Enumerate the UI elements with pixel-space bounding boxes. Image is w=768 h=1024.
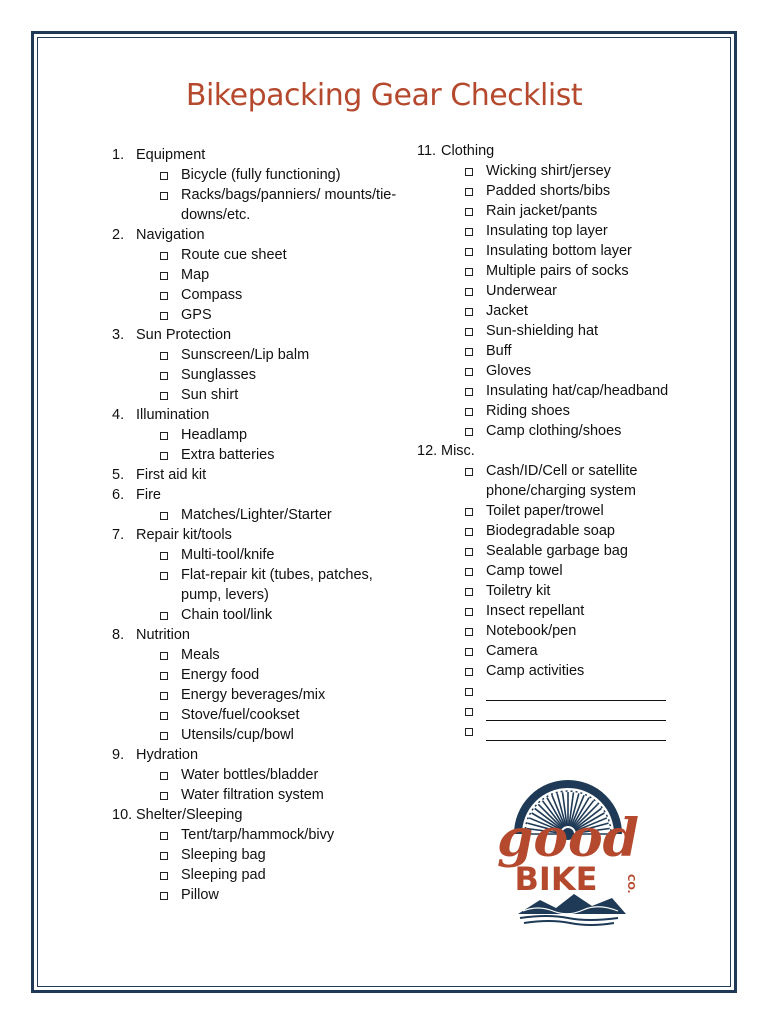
checklist-item-label: Bicycle (fully functioning) [181,167,341,183]
checklist-item[interactable] [136,765,402,785]
checklist-category [112,805,402,905]
checkbox-icon[interactable] [160,832,168,840]
checklist-item-label: Utensils/cup/bowl [181,727,294,743]
category-label: Sun Protection [136,327,232,343]
checklist-item[interactable] [441,541,697,561]
checklist-item-label: Compass [181,287,243,303]
checklist-items [136,825,402,905]
checkbox-icon[interactable] [465,428,473,436]
checklist-item[interactable] [441,381,697,401]
page-title: Bikepacking Gear Checklist [185,78,583,113]
checklist-items [136,345,402,405]
checkbox-icon[interactable] [160,672,168,680]
checklist-items [136,165,402,225]
checkbox-icon[interactable] [465,288,473,296]
checklist-item[interactable] [441,521,697,541]
checkbox-icon[interactable] [465,588,473,596]
checkbox-icon[interactable] [160,172,168,180]
checklist-item-label: Tent/tarp/hammock/bivy [181,827,335,843]
checkbox-icon[interactable] [160,652,168,660]
checklist-category [112,525,402,625]
checkbox-icon[interactable] [465,348,473,356]
category-label: Illumination [136,407,210,423]
category-label: Equipment [136,147,206,163]
checkbox-icon[interactable] [465,528,473,536]
checklist-item[interactable] [136,845,402,865]
checklist-item[interactable] [441,661,697,681]
category-number: 1. [112,147,125,163]
checklist-item-label: Headlamp [181,427,248,443]
checkbox-icon[interactable] [160,552,168,560]
checklist-item-label: Wicking shirt/jersey [486,163,611,179]
checklist-item[interactable] [136,385,402,405]
checkbox-icon[interactable] [465,208,473,216]
checklist-item[interactable] [136,545,402,565]
checklist-items [136,545,402,625]
category-label: Fire [136,487,161,503]
checklist-item-label: Map [181,267,210,283]
checklist-item-label: Extra batteries [181,447,275,463]
checklist-item[interactable] [441,301,697,321]
checklist-item[interactable] [136,245,402,265]
category-label: Shelter/Sleeping [136,807,243,823]
checklist-item-label: Energy beverages/mix [181,687,326,703]
checklist-category [112,225,402,325]
checkbox-icon[interactable] [160,292,168,300]
checklist-item-label: Camera [486,643,538,659]
checklist-item[interactable] [136,425,402,445]
checklist-category [417,441,697,741]
checklist-item-label: Meals [181,647,220,663]
checklist-item-label: Water bottles/bladder [181,767,319,783]
checklist-item[interactable] [441,581,697,601]
checklist-left-column [112,145,402,905]
checklist-item-blank[interactable] [441,681,697,701]
checklist-items [136,245,402,325]
checkbox-icon[interactable] [160,352,168,360]
checklist-item-blank[interactable] [441,701,697,721]
checkbox-icon[interactable] [465,628,473,636]
checklist-item-label: Sunglasses [181,367,256,383]
category-label: Clothing [441,143,495,159]
checklist-item-label: GPS [181,307,212,323]
checklist-item[interactable] [441,461,697,501]
checklist-item[interactable] [441,421,697,441]
checklist-item[interactable] [136,705,402,725]
checklist-item[interactable] [441,281,697,301]
checklist-item-label: Sleeping pad [181,867,266,883]
checklist-item[interactable] [136,505,402,525]
checklist-item[interactable] [136,825,402,845]
checklist-item-label: Gloves [486,363,532,379]
checklist-item[interactable] [136,865,402,885]
checklist-category [112,625,402,745]
checkbox-icon[interactable] [160,772,168,780]
checkbox-icon[interactable] [160,512,168,520]
checklist-item[interactable] [441,221,697,241]
checklist-item-label: Notebook/pen [486,623,577,639]
checkbox-icon[interactable] [160,572,168,580]
checklist-item[interactable] [136,185,402,225]
category-number: 9. [112,747,125,763]
checklist-item-label: Toiletry kit [486,583,551,599]
checklist-item[interactable] [441,401,697,421]
checkbox-icon[interactable] [465,268,473,276]
checklist-item[interactable] [136,785,402,805]
checkbox-icon[interactable] [465,548,473,556]
checkbox-icon[interactable] [465,368,473,376]
logo-word-bike: BIKE [514,860,598,898]
checklist-item-label: Insulating top layer [486,223,608,239]
category-label: Navigation [136,227,205,243]
checklist-item-label: Racks/bags/panniers/ mounts/tie-downs/etc. [181,187,397,223]
checklist-item[interactable] [136,645,402,665]
checklist-item-label: Sleeping bag [181,847,266,863]
checklist-item[interactable] [136,365,402,385]
checklist-item-label: Padded shorts/bibs [486,183,611,199]
checklist-item-label: Insect repellant [486,603,585,619]
write-in-line[interactable] [486,726,666,741]
checklist-item[interactable] [441,181,697,201]
checklist-item[interactable] [136,665,402,685]
category-label: Nutrition [136,627,190,643]
category-number: 3. [112,327,125,343]
checklist-right-column [417,141,697,741]
checkbox-icon[interactable] [160,192,168,200]
checklist-item[interactable] [441,501,697,521]
checklist-item[interactable] [136,685,402,705]
write-in-line[interactable] [486,686,666,701]
checklist-item[interactable] [441,641,697,661]
checkbox-icon[interactable] [465,408,473,416]
category-label: First aid kit [136,467,207,483]
category-number: 7. [112,527,125,543]
checkbox-icon[interactable] [465,688,473,696]
checklist-item[interactable] [441,161,697,181]
checklist-item-label: Pillow [181,887,219,903]
mountains-icon [518,894,626,925]
checkbox-icon[interactable] [160,432,168,440]
checkbox-icon[interactable] [160,452,168,460]
checklist-items [136,645,402,745]
category-list [112,145,402,905]
checklist-item-label: Sunscreen/Lip balm [181,347,310,363]
checkbox-icon[interactable] [160,312,168,320]
checklist-item[interactable] [441,341,697,361]
checklist-items [136,505,402,525]
checklist-category [112,485,402,525]
checklist-item[interactable] [136,885,402,905]
category-number: 4. [112,407,125,423]
checklist-items [136,425,402,465]
checklist-items [441,161,697,441]
checklist-category [112,745,402,805]
checkbox-icon[interactable] [465,388,473,396]
checkbox-icon[interactable] [160,892,168,900]
checklist-item-label: Sealable garbage bag [486,543,628,559]
category-label: Repair kit/tools [136,527,232,543]
category-label: Hydration [136,747,199,763]
category-number: 5. [112,467,125,483]
checklist-items [441,461,697,741]
checkbox-icon[interactable] [465,168,473,176]
checkbox-icon[interactable] [160,272,168,280]
checklist-item-label: Multiple pairs of socks [486,263,629,279]
checklist-item-label: Sun-shielding hat [486,323,599,339]
category-number: 12. [417,443,438,459]
logo-suffix-co: CO. [625,874,636,894]
checkbox-icon[interactable] [465,568,473,576]
checklist-item-label: Toilet paper/trowel [486,503,604,519]
checklist-item-label: Insulating bottom layer [486,243,632,259]
checklist-item[interactable] [136,605,402,625]
checklist-item-label: Multi-tool/knife [181,547,275,563]
checklist-item-label: Jacket [486,303,528,319]
checklist-category [417,141,697,441]
category-number: 10. [112,807,133,823]
checkbox-icon[interactable] [160,732,168,740]
checklist-item[interactable] [441,621,697,641]
checklist-items [136,765,402,805]
logo-word-good: good [496,808,640,869]
checkbox-icon[interactable] [160,872,168,880]
checkbox-icon[interactable] [465,188,473,196]
checklist-item-label: Underwear [486,283,557,299]
checklist-item[interactable] [441,601,697,621]
checkbox-icon[interactable] [465,708,473,716]
checkbox-icon[interactable] [465,468,473,476]
checklist-item-label: Biodegradable soap [486,523,615,539]
checkbox-icon[interactable] [465,648,473,656]
checklist-item[interactable] [136,165,402,185]
category-number: 11. [417,143,437,159]
category-label: Misc. [441,443,475,459]
checklist-item[interactable] [136,445,402,465]
checklist-item[interactable] [441,361,697,381]
checkbox-icon[interactable] [465,508,473,516]
checklist-item-label: Route cue sheet [181,247,287,263]
checkbox-icon[interactable] [465,228,473,236]
checklist-item-label: Cash/ID/Cell or satellite phone/charging system [486,463,638,499]
checklist-item-label: Insulating hat/cap/headband [486,383,669,399]
checklist-item-label: Sun shirt [181,387,239,403]
checklist-item[interactable] [441,201,697,221]
checklist-item-label: Camp clothing/shoes [486,423,622,439]
checkbox-icon[interactable] [465,328,473,336]
checklist-category [112,145,402,225]
checklist-item[interactable] [136,725,402,745]
checklist-item-label: Rain jacket/pants [486,203,598,219]
checklist-item[interactable] [136,285,402,305]
checklist-item-label: Camp towel [486,563,563,579]
checklist-item-blank[interactable] [441,721,697,741]
checkbox-icon[interactable] [160,252,168,260]
write-in-line[interactable] [486,706,666,721]
category-number: 8. [112,627,125,643]
good-bike-co-logo [478,764,658,934]
checkbox-icon[interactable] [160,792,168,800]
checklist-item-label: Matches/Lighter/Starter [181,507,332,523]
checkbox-icon[interactable] [465,308,473,316]
checklist-category [112,325,402,405]
checkbox-icon[interactable] [160,852,168,860]
checklist-item[interactable] [136,265,402,285]
checklist-item[interactable] [441,321,697,341]
checklist-item[interactable] [136,345,402,365]
checkbox-icon[interactable] [160,692,168,700]
checkbox-icon[interactable] [160,392,168,400]
category-list [417,141,697,741]
checkbox-icon[interactable] [465,668,473,676]
checkbox-icon[interactable] [160,612,168,620]
checklist-item[interactable] [136,565,402,605]
checklist-item-label: Chain tool/link [181,607,273,623]
checklist-item-label: Riding shoes [486,403,570,419]
checklist-item[interactable] [136,305,402,325]
checklist-item[interactable] [441,241,697,261]
checkbox-icon[interactable] [465,608,473,616]
checkbox-icon[interactable] [160,712,168,720]
checklist-item-label: Flat-repair kit (tubes, patches, pump, levers) [181,567,373,603]
checklist-category [112,465,402,485]
checklist-item-label: Camp activities [486,663,585,679]
checkbox-icon[interactable] [465,248,473,256]
category-number: 2. [112,227,125,243]
checklist-item-label: Energy food [181,667,260,683]
category-number: 6. [112,487,125,503]
checkbox-icon[interactable] [465,728,473,736]
checklist-item-label: Buff [486,343,512,359]
checkbox-icon[interactable] [160,372,168,380]
checklist-item[interactable] [441,561,697,581]
checklist-item[interactable] [441,261,697,281]
checklist-item-label: Water filtration system [181,787,324,803]
checklist-category [112,405,402,465]
checklist-item-label: Stove/fuel/cookset [181,707,300,723]
